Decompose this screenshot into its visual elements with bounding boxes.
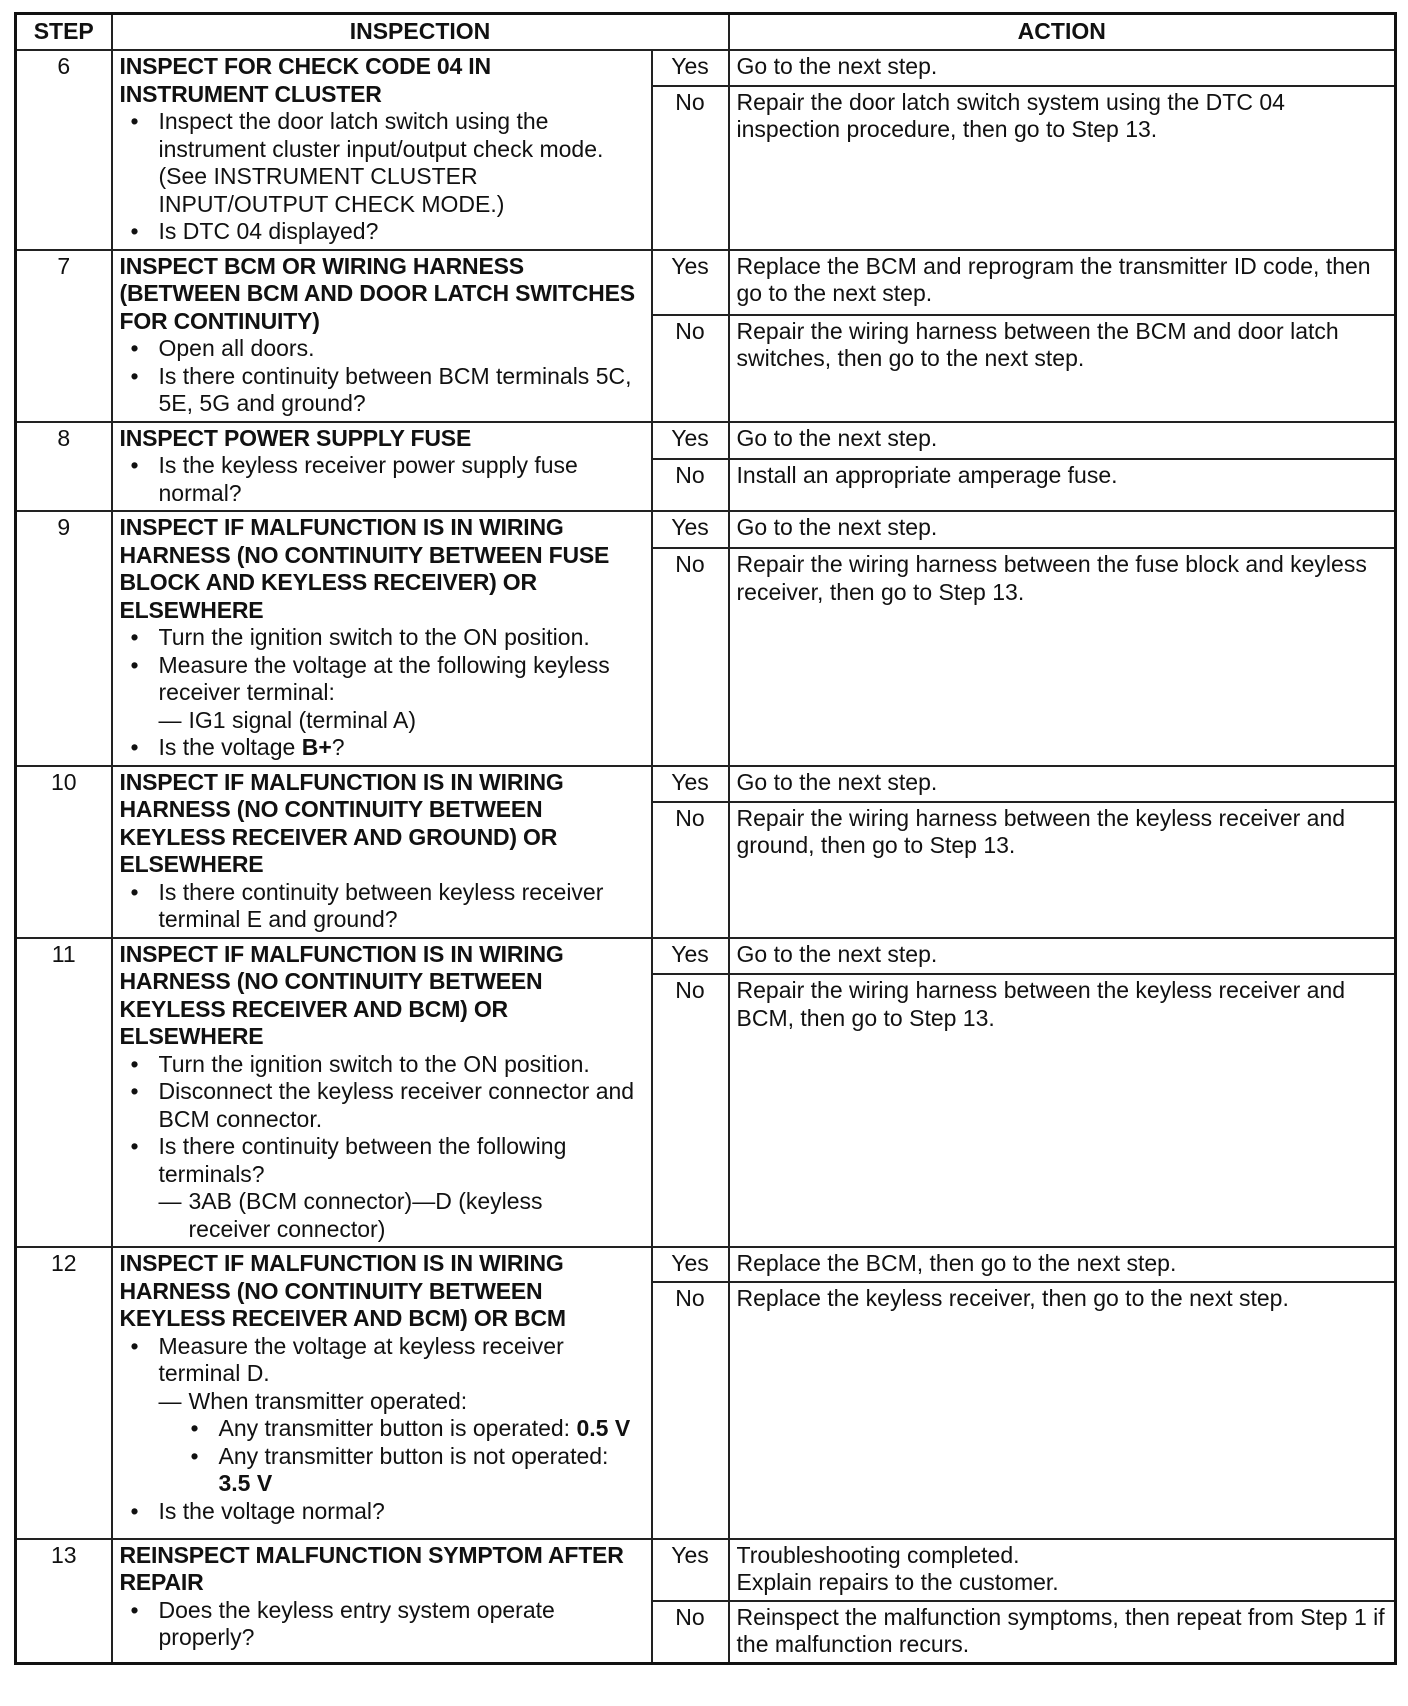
inspection-bullet: • Is there continuity between BCM terminals 5C, 5E, 5G and ground? [120, 363, 644, 418]
yes-action-line: Explain repairs to the customer. [736, 1569, 1059, 1595]
no-label: No [652, 548, 729, 765]
inspection-bullet: • Disconnect the keyless receiver connector and BCM connector. [120, 1078, 644, 1133]
dash-item: — IG1 signal (terminal A) [158, 706, 417, 733]
step-12-yes-row [16, 1247, 1396, 1282]
dash-continuation [159, 1216, 644, 1244]
bullet-suffix: ? [331, 734, 345, 760]
inspection-cell [112, 422, 652, 512]
step-number: 13 [16, 1539, 112, 1664]
step-number: 11 [16, 938, 112, 1248]
yes-action: Go to the next step. [729, 50, 1396, 86]
voltage-value: B+ [301, 734, 332, 760]
troubleshooting-table [14, 12, 1397, 1665]
inspection-title: INSPECT IF MALFUNCTION IS IN WIRING HARNESS (NO CONTINUITY BETWEEN KEYLESS RECEIVER AND BCM) OR ELSEWHERE [119, 940, 564, 1049]
no-label: No [652, 86, 729, 250]
inspection-bullet [120, 652, 644, 735]
step-number: 8 [16, 422, 112, 512]
step-6-yes-row [16, 50, 1396, 86]
sub-bullet-text: Any transmitter button is not operated: [218, 1442, 609, 1469]
inspection-cell [112, 1247, 652, 1539]
inspection-bullet: • Does the keyless entry system operate properly? [120, 1597, 644, 1652]
sub-bullet-text: Any transmitter button is operated: [218, 1415, 577, 1441]
inspection-bullet: • Turn the ignition switch to the ON position. [120, 1051, 644, 1079]
step-9-yes-row [16, 511, 1396, 548]
header-action: ACTION [729, 14, 1396, 51]
yes-label: Yes [652, 250, 729, 315]
bullet-text: Is the voltage [158, 734, 302, 760]
inspection-title: INSPECT IF MALFUNCTION IS IN WIRING HARNESS (NO CONTINUITY BETWEEN FUSE BLOCK AND KEYLESS RECEIVER) OR ELSEWHERE [119, 514, 610, 623]
inspection-bullet-text: Measure the voltage at the following keyless receiver terminal: [158, 651, 610, 705]
voltage-value: 0.5 V [576, 1415, 631, 1441]
dash-item: — 3AB (BCM connector)—D (keyless [158, 1188, 543, 1214]
no-action: Repair the wiring harness between the BCM and door latch switches, then go to the next step. [729, 315, 1396, 422]
no-label: No [652, 1282, 729, 1539]
no-action: Repair the wiring harness between the fuse block and keyless receiver, then go to Step 13. [729, 548, 1396, 765]
step-number: 6 [16, 50, 112, 250]
inspection-bullet-text: Is there continuity between the following terminals? [158, 1133, 567, 1187]
dash-text: When transmitter operated: [188, 1387, 468, 1414]
header-inspection: INSPECTION [112, 14, 729, 51]
inspection-bullet [120, 1133, 644, 1243]
dash-text: IG1 signal (terminal A) [188, 706, 417, 733]
no-action: Reinspect the malfunction symptoms, then repeat from Step 1 if the malfunction recurs. [729, 1601, 1396, 1664]
sub-bullet [189, 1443, 644, 1498]
inspection-cell [112, 511, 652, 766]
inspection-bullet: • Turn the ignition switch to the ON position. [120, 624, 644, 652]
no-label: No [652, 802, 729, 938]
yes-label: Yes [652, 938, 729, 975]
inspection-bullet: • Inspect the door latch switch using the instrument cluster input/output check mode. (See INSTRUMENT CLUSTER INPUT/OUTPUT CHECK MODE.) [120, 108, 644, 218]
step-number: 7 [16, 250, 112, 422]
inspection-title: INSPECT POWER SUPPLY FUSE [119, 424, 472, 451]
inspection-cell [112, 1539, 652, 1664]
step-number: 12 [16, 1247, 112, 1539]
dash-text-continued: receiver connector) [188, 1215, 386, 1242]
yes-label: Yes [652, 1539, 729, 1601]
no-action: Repair the door latch switch system using the DTC 04 inspection procedure, then go to Step 13. [729, 86, 1396, 250]
voltage-value: 3.5 V [218, 1470, 273, 1496]
troubleshooting-document [14, 12, 1394, 1665]
no-label: No [652, 459, 729, 511]
yes-action: Go to the next step. [729, 938, 1396, 975]
no-label: No [652, 315, 729, 422]
no-action: Repair the wiring harness between the keyless receiver and ground, then go to Step 13. [729, 802, 1396, 938]
no-action: Install an appropriate amperage fuse. [729, 459, 1396, 511]
step-8-yes-row [16, 422, 1396, 460]
inspection-title: INSPECT IF MALFUNCTION IS IN WIRING HARNESS (NO CONTINUITY BETWEEN KEYLESS RECEIVER AND GROUND) OR ELSEWHERE [119, 768, 564, 877]
inspection-bullet [120, 734, 644, 762]
header-row [16, 14, 1396, 51]
sub-bullet [189, 1415, 644, 1443]
inspection-title: REINSPECT MALFUNCTION SYMPTOM AFTER REPAIR [119, 1541, 624, 1595]
inspection-bullet: • Open all doors. [120, 335, 644, 363]
yes-action: Go to the next step. [729, 766, 1396, 802]
inspection-cell [112, 766, 652, 938]
step-13-yes-row [16, 1539, 1396, 1601]
step-number: 9 [16, 511, 112, 766]
no-label: No [652, 974, 729, 1247]
inspection-title: INSPECT FOR CHECK CODE 04 IN INSTRUMENT CLUSTER [119, 53, 491, 107]
step-number: 10 [16, 766, 112, 938]
inspection-bullet: • Is there continuity between keyless receiver terminal E and ground? [120, 879, 644, 934]
yes-label: Yes [652, 422, 729, 460]
no-action: Repair the wiring harness between the keyless receiver and BCM, then go to Step 13. [729, 974, 1396, 1247]
inspection-title: INSPECT BCM OR WIRING HARNESS (BETWEEN BCM AND DOOR LATCH SWITCHES FOR CONTINUITY) [119, 252, 635, 334]
dash-item: — When transmitter operated: [158, 1387, 468, 1414]
inspection-bullet: • Is DTC 04 displayed? [120, 218, 644, 246]
yes-action-line: Troubleshooting completed. [736, 1541, 1020, 1568]
yes-label: Yes [652, 50, 729, 86]
header-step: STEP [16, 14, 112, 51]
step-7-yes-row [16, 250, 1396, 315]
inspection-cell [112, 50, 652, 250]
yes-action: Replace the BCM and reprogram the transmitter ID code, then go to the next step. [729, 250, 1396, 315]
yes-label: Yes [652, 1247, 729, 1282]
inspection-cell [112, 250, 652, 422]
yes-label: Yes [652, 511, 729, 548]
inspection-bullet: • Is the voltage normal? [120, 1498, 644, 1526]
step-10-yes-row [16, 766, 1396, 802]
yes-label: Yes [652, 766, 729, 802]
yes-action: Go to the next step. [729, 422, 1396, 460]
inspection-bullet: • Is the keyless receiver power supply fuse normal? [120, 452, 644, 507]
inspection-bullet-text: Measure the voltage at keyless receiver terminal D. [158, 1332, 564, 1386]
step-11-yes-row [16, 938, 1396, 975]
inspection-cell [112, 938, 652, 1248]
yes-action [729, 1539, 1396, 1601]
no-label: No [652, 1601, 729, 1664]
inspection-bullet [120, 1333, 644, 1498]
yes-action: Replace the BCM, then go to the next step. [729, 1247, 1396, 1282]
yes-action: Go to the next step. [729, 511, 1396, 548]
inspection-title: INSPECT IF MALFUNCTION IS IN WIRING HARNESS (NO CONTINUITY BETWEEN KEYLESS RECEIVER AND BCM) OR BCM [119, 1250, 566, 1331]
no-action: Replace the keyless receiver, then go to the next step. [729, 1282, 1396, 1539]
dash-text: 3AB (BCM connector)—D (keyless [188, 1188, 543, 1214]
